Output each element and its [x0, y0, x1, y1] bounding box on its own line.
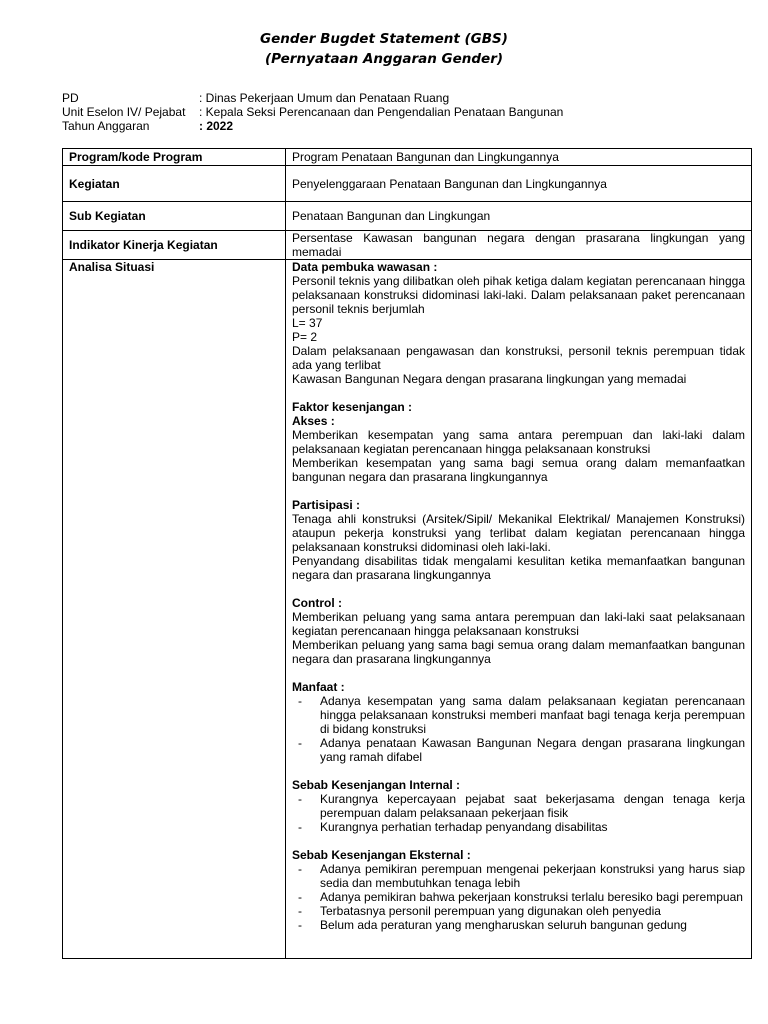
internal-heading: Sebab Kesenjangan Internal :: [292, 778, 461, 792]
meta-label-pd: PD: [62, 91, 79, 105]
list-item: - Belum ada peraturan yang mengharuskan seluruh bangunan gedung: [292, 918, 745, 932]
akses-paragraph: Memberikan kesempatan yang sama bagi semua orang dalam memanfaatkan bangunan negara dan prasarana lingkungannya: [292, 456, 745, 484]
data-paragraph: Personil teknis yang dilibatkan oleh pihak ketiga dalam kegiatan perencanaan hingga pelaksanaan konstruksi didominasi laki-laki. Dalam pelaksanaan paket perencanaan personil teknis berjumlah: [292, 274, 745, 316]
indikator-value: Persentase Kawasan bangunan negara dengan prasarana lingkungan yang memadai: [286, 231, 752, 260]
program-label: Program/kode Program: [63, 149, 286, 166]
eksternal-list: [292, 862, 745, 932]
data-count-l: L= 37: [292, 316, 323, 330]
table-row: [63, 202, 752, 231]
analisa-label: Analisa Situasi: [63, 260, 286, 959]
list-item: - Adanya pemikiran perempuan mengenai pekerjaan konstruksi yang harus siap sedia dan membutuhkan tenaga lebih: [292, 862, 745, 890]
data-count-p: P= 2: [292, 330, 318, 344]
table-row: [63, 166, 752, 202]
analisa-content: [286, 260, 752, 959]
document-title: Gender Bugdet Statement (GBS): [260, 31, 508, 47]
indikator-label: Indikator Kinerja Kegiatan: [63, 231, 286, 260]
meta-block: [62, 91, 752, 135]
control-heading: Control :: [292, 596, 342, 610]
manfaat-list: [292, 694, 745, 764]
meta-value-tahun: : 2022: [199, 119, 234, 133]
gbs-table: [62, 148, 752, 959]
data-paragraph: Dalam pelaksanaan pengawasan dan konstruksi, personil teknis perempuan tidak ada yang terlibat: [292, 344, 745, 372]
meta-value-unit: : Kepala Seksi Perencanaan dan Pengendalian Penataan Bangunan: [199, 105, 564, 119]
meta-label-unit: Unit Eselon IV/ Pejabat: [62, 105, 186, 119]
table-row: [63, 149, 752, 166]
document-subtitle: (Pernyataan Anggaran Gender): [264, 51, 504, 67]
partisipasi-paragraph: Tenaga ahli konstruksi (Arsitek/Sipil/ Mekanikal Elektrikal/ Manajemen Konstruksi) ataupun pekerja konstruksi yang terlibat dalam kegiatan perencanaan hingga pelaksanaan konstruksi didominasi oleh laki-laki.: [292, 512, 745, 554]
akses-paragraph: Memberikan kesempatan yang sama antara perempuan dan laki-laki dalam pelaksanaan kegiatan perencanaan hingga pelaksanaan konstruksi: [292, 428, 745, 456]
list-item: - Adanya kesempatan yang sama dalam pelaksanaan kegiatan perencanaan hingga pelaksanaan konstruksi memberi manfaat bagi tenaga kerja perempuan di bidang konstruksi: [292, 694, 745, 736]
list-item: - Adanya penataan Kawasan Bangunan Negara dengan prasarana lingkungan yang ramah difabel: [292, 736, 745, 764]
subkegiatan-value: Penataan Bangunan dan Lingkungan: [286, 202, 752, 231]
internal-list: [292, 792, 745, 834]
meta-value-pd: : Dinas Pekerjaan Umum dan Penataan Ruang: [199, 91, 450, 105]
partisipasi-paragraph: Penyandang disabilitas tidak mengalami kesulitan ketika memanfaatkan bangunan negara dan prasarana lingkungannya: [292, 554, 745, 582]
akses-heading: Akses :: [292, 414, 335, 428]
faktor-heading: Faktor kesenjangan :: [292, 400, 413, 414]
manfaat-heading: Manfaat :: [292, 680, 345, 694]
list-item: - Adanya pemikiran bahwa pekerjaan konstruksi terlalu beresiko bagi perempuan: [292, 890, 745, 904]
subkegiatan-label: Sub Kegiatan: [63, 202, 286, 231]
partisipasi-heading: Partisipasi :: [292, 498, 361, 512]
table-row: [63, 231, 752, 260]
meta-label-tahun: Tahun Anggaran: [62, 119, 150, 133]
program-value: Program Penataan Bangunan dan Lingkungannya: [286, 149, 752, 166]
control-paragraph: Memberikan peluang yang sama antara perempuan dan laki-laki saat pelaksanaan kegiatan perencanaan hingga pelaksanaan konstruksi: [292, 610, 745, 638]
table-row: [63, 260, 752, 959]
list-item: - Terbatasnya personil perempuan yang digunakan oleh penyedia: [292, 904, 745, 918]
list-item: - Kurangnya kepercayaan pejabat saat bekerjasama dengan tenaga kerja perempuan dalam pelaksanaan pekerjaan fisik: [292, 792, 745, 820]
kegiatan-value: Penyelenggaraan Penataan Bangunan dan Lingkungannya: [286, 166, 752, 202]
list-item: - Kurangnya perhatian terhadap penyandang disabilitas: [292, 820, 745, 834]
data-paragraph: Kawasan Bangunan Negara dengan prasarana lingkungan yang memadai: [292, 372, 687, 386]
data-heading: Data pembuka wawasan :: [292, 260, 438, 274]
control-paragraph: Memberikan peluang yang sama bagi semua orang dalam memanfaatkan bangunan negara dan prasarana lingkungannya: [292, 638, 745, 666]
eksternal-heading: Sebab Kesenjangan Eksternal :: [292, 848, 471, 862]
kegiatan-label: Kegiatan: [63, 166, 286, 202]
